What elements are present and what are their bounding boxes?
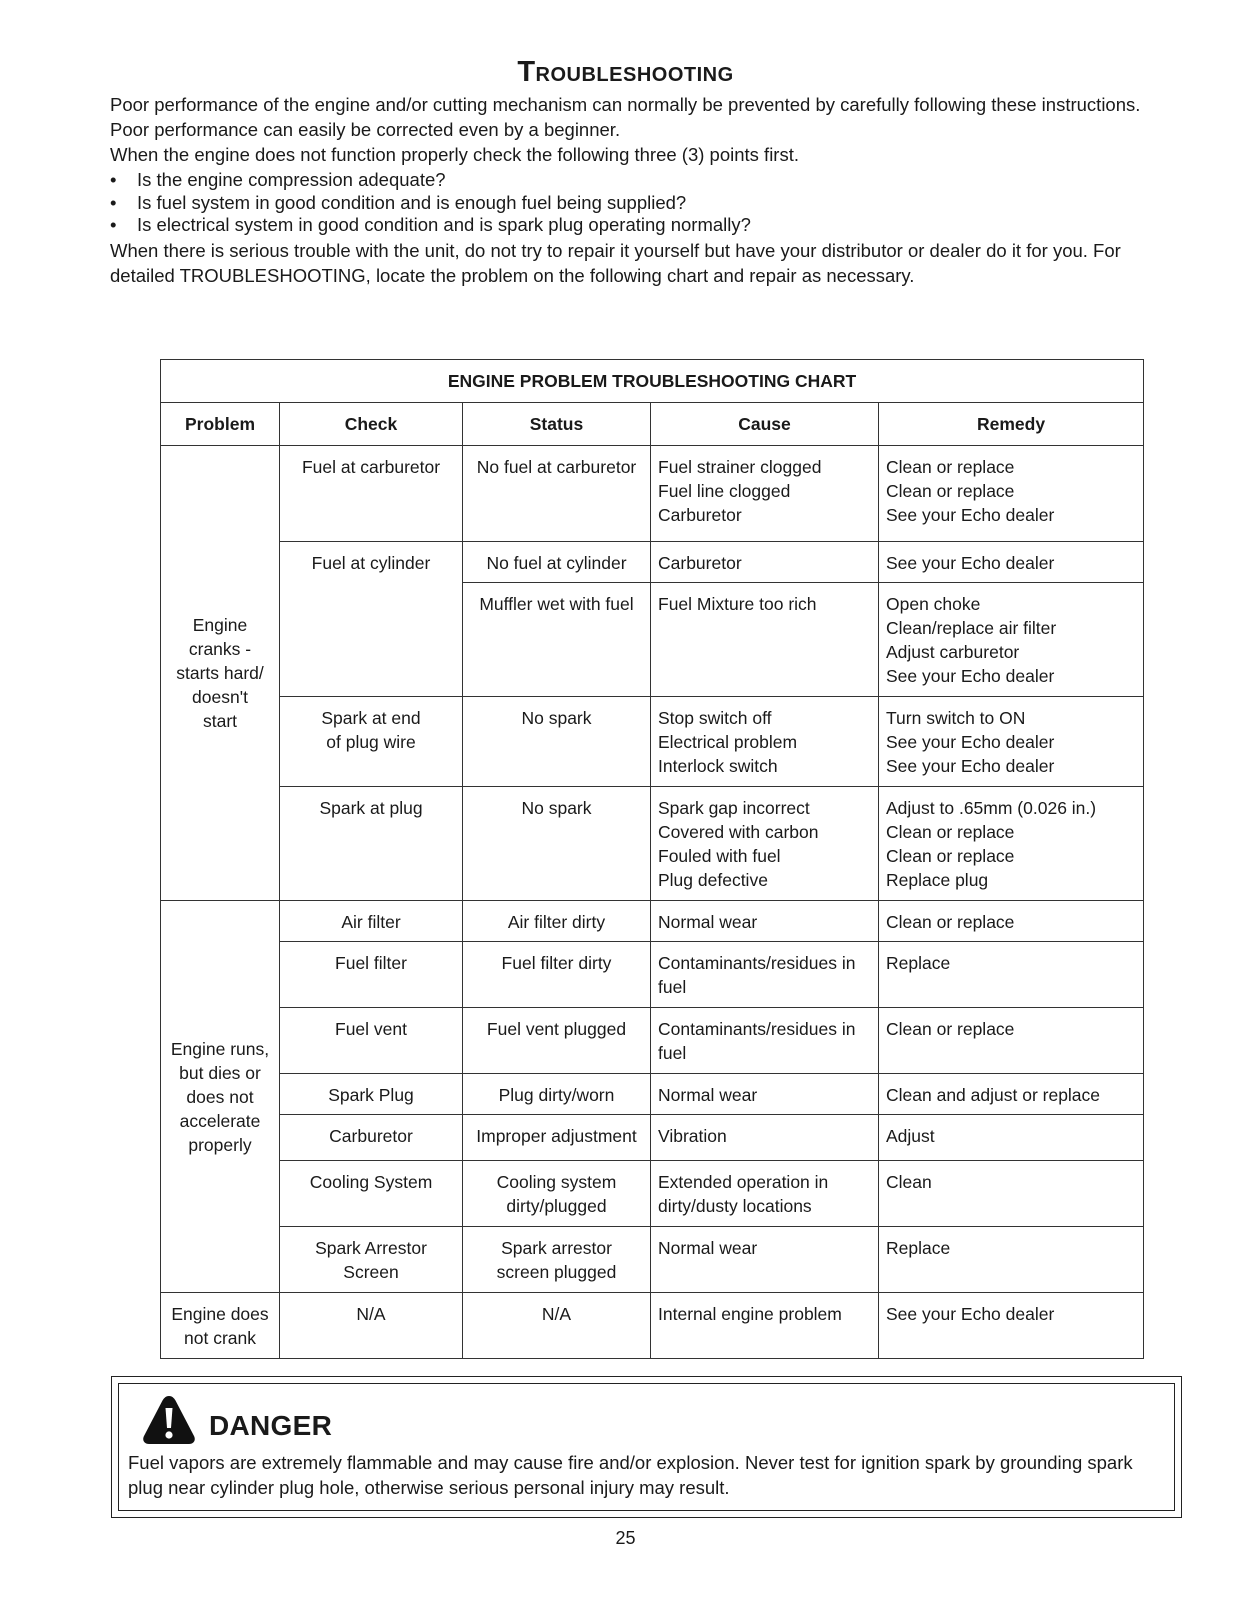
cell-status (463, 1008, 651, 1074)
cell-remedy (879, 583, 1144, 697)
column-header-status: Status (463, 403, 651, 446)
column-header-check: Check (280, 403, 463, 446)
cell-line: dirty/dusty locations (658, 1196, 812, 1216)
cell-line: Clean or replace (886, 457, 1015, 477)
cell-line: Adjust carburetor (886, 642, 1020, 662)
table-row (161, 787, 1144, 901)
column-header-cause: Cause (651, 403, 879, 446)
cell-status (463, 787, 651, 901)
cell-line: Clean or replace (886, 912, 1015, 932)
cell-line: Clean (886, 1172, 932, 1192)
table-row (161, 542, 1144, 583)
cell-remedy (879, 1008, 1144, 1074)
cell-status (463, 1227, 651, 1293)
table-row (161, 1115, 1144, 1161)
warning-triangle-icon (141, 1394, 197, 1446)
cell-line: N/A (541, 1304, 572, 1324)
cell-line: start (202, 711, 238, 731)
table-row (161, 697, 1144, 787)
intro-section (110, 92, 1150, 288)
cell-line: Spark Arrestor (315, 1238, 427, 1258)
cell-problem (161, 1293, 280, 1359)
cell-line: Covered with carbon (658, 822, 819, 842)
cell-line: screen plugged (496, 1262, 617, 1282)
cell-line: accelerate (179, 1110, 261, 1131)
cell-check (280, 1293, 463, 1359)
cell-check (280, 1115, 463, 1161)
cell-line: See your Echo dealer (886, 1304, 1055, 1324)
check-point-item: • Is fuel system in good condition and is enough fuel being supplied? (110, 192, 1150, 215)
cell-line: Cooling system (496, 1172, 617, 1192)
cell-line: Replace (886, 953, 951, 973)
column-header-remedy: Remedy (879, 403, 1144, 446)
cell-check (280, 1227, 463, 1293)
cell-status (463, 1161, 651, 1227)
cell-cause (651, 1227, 879, 1293)
cell-remedy (879, 697, 1144, 787)
cell-check (280, 697, 463, 787)
cell-check (280, 787, 463, 901)
cell-line: Clean or replace (886, 1019, 1015, 1039)
cell-line: Replace (886, 1238, 951, 1258)
cell-line: Adjust (886, 1126, 935, 1146)
cell-line: Open choke (886, 594, 981, 614)
cell-remedy (879, 901, 1144, 942)
cell-line: Clean or replace (886, 822, 1015, 842)
cell-status (463, 1115, 651, 1161)
cell-remedy (879, 1115, 1144, 1161)
cell-status (463, 942, 651, 1008)
cell-line: of plug wire (326, 732, 416, 752)
cell-check (280, 1074, 463, 1115)
cell-line: Carburetor (658, 505, 742, 525)
cell-line: Clean and adjust or replace (886, 1085, 1101, 1105)
cell-cause (651, 901, 879, 942)
cell-line: does not (186, 1086, 254, 1107)
cell-line: No fuel at carburetor (476, 457, 637, 477)
cell-line: No spark (521, 708, 592, 728)
cell-line: Fuel vent plugged (486, 1019, 627, 1039)
cell-line: Contaminants/residues in (658, 953, 856, 973)
cell-status (463, 1074, 651, 1115)
table-row (161, 901, 1144, 942)
cell-line: but dies or (179, 1062, 261, 1083)
cell-line: N/A (356, 1304, 386, 1324)
cell-line: Clean or replace (886, 481, 1015, 501)
cell-line: See your Echo dealer (886, 732, 1055, 752)
cell-cause (651, 787, 879, 901)
cell-check (280, 901, 463, 942)
table-row (161, 1227, 1144, 1293)
cell-remedy (879, 942, 1144, 1008)
cell-line: Spark gap incorrect (658, 798, 810, 818)
cell-line: See your Echo dealer (886, 666, 1055, 686)
cell-line: Clean/replace air filter (886, 618, 1057, 638)
table-row (161, 1074, 1144, 1115)
intro-paragraph: When there is serious trouble with the unit, do not try to repair it yourself but have your distributor or dealer do it for you. For detailed TROUBLESHOOTING, locate the problem on the following chart and repair as necessary. (110, 239, 1121, 286)
cell-line: Fouled with fuel (658, 846, 781, 866)
cell-line: not crank (184, 1327, 256, 1348)
page-title: Troubleshooting (517, 56, 734, 88)
cell-check (280, 1008, 463, 1074)
page-number: 25 (615, 1528, 636, 1548)
danger-heading: DANGER (209, 1410, 333, 1441)
cell-cause (651, 542, 879, 583)
cell-line: Electrical problem (658, 732, 798, 752)
cell-line: Air filter dirty (507, 912, 606, 932)
cell-line: Air filter (341, 912, 401, 932)
cell-cause (651, 446, 879, 542)
chart-caption: ENGINE PROBLEM TROUBLESHOOTING CHART (161, 360, 1144, 403)
cell-status (463, 583, 651, 697)
danger-box-inner (118, 1383, 1175, 1511)
cell-line: Fuel at cylinder (311, 553, 431, 573)
cell-line: Screen (343, 1262, 399, 1282)
cell-line: doesn't (192, 687, 248, 707)
column-header-problem: Problem (161, 403, 280, 446)
table-row (161, 942, 1144, 1008)
cell-line: Plug dirty/worn (498, 1085, 615, 1105)
cell-line: Engine does (171, 1303, 269, 1324)
cell-line: Extended operation in (658, 1172, 829, 1192)
cell-line: Internal engine problem (658, 1304, 842, 1324)
cell-line: Spark arrestor (501, 1238, 612, 1258)
cell-remedy (879, 787, 1144, 901)
cell-cause (651, 1293, 879, 1359)
cell-line: Fuel Mixture too rich (658, 594, 817, 614)
cell-line: Carburetor (329, 1126, 413, 1146)
cell-cause (651, 1074, 879, 1115)
intro-paragraph: When the engine does not function properly check the following three (3) points first. (110, 144, 799, 165)
cell-line: No spark (521, 798, 592, 818)
check-point-item: • Is the engine compression adequate? (110, 169, 1150, 192)
chart-body (161, 446, 1144, 1359)
cell-line: fuel (658, 977, 687, 997)
cell-line: starts hard/ (176, 663, 264, 683)
cell-line: Interlock switch (658, 756, 778, 776)
cell-remedy (879, 1161, 1144, 1227)
cell-line: Spark Plug (328, 1085, 414, 1105)
cell-cause (651, 942, 879, 1008)
check-points-list (110, 169, 1150, 237)
cell-line: Fuel filter dirty (501, 953, 612, 973)
cell-remedy (879, 1293, 1144, 1359)
cell-cause (651, 583, 879, 697)
cell-remedy (879, 1227, 1144, 1293)
cell-line: See your Echo dealer (886, 553, 1055, 573)
cell-line: Stop switch off (658, 708, 772, 728)
cell-check (280, 446, 463, 542)
cell-cause (651, 1115, 879, 1161)
cell-line: Normal wear (658, 1085, 758, 1105)
cell-line: Normal wear (658, 1238, 758, 1258)
table-row (161, 446, 1144, 542)
cell-line: See your Echo dealer (886, 505, 1055, 525)
danger-box (111, 1376, 1182, 1518)
troubleshooting-chart (160, 359, 1144, 1359)
cell-line: No fuel at cylinder (486, 553, 627, 573)
cell-remedy (879, 446, 1144, 542)
cell-line: Muffler wet with fuel (479, 594, 634, 614)
cell-line: Improper adjustment (476, 1126, 637, 1146)
cell-problem (161, 901, 280, 1293)
intro-paragraph: Poor performance of the engine and/or cutting mechanism can normally be prevented by carefully following these instructions. (110, 94, 1141, 115)
cell-line: fuel (658, 1043, 687, 1063)
cell-cause (651, 1161, 879, 1227)
cell-remedy (879, 1074, 1144, 1115)
cell-line: Contaminants/residues in (658, 1019, 856, 1039)
cell-status (463, 446, 651, 542)
cell-line: Fuel line clogged (658, 481, 791, 501)
cell-check (280, 1161, 463, 1227)
cell-line: Turn switch to ON (886, 708, 1026, 728)
cell-status (463, 901, 651, 942)
table-row (161, 1161, 1144, 1227)
cell-line: Spark at plug (319, 798, 423, 818)
cell-status (463, 1293, 651, 1359)
cell-line: Clean or replace (886, 846, 1015, 866)
cell-line: Engine runs, (170, 1038, 270, 1059)
cell-remedy (879, 542, 1144, 583)
cell-line: Adjust to .65mm (0.026 in.) (886, 798, 1097, 818)
cell-line: properly (188, 1134, 252, 1155)
cell-line: Fuel filter (335, 953, 407, 973)
danger-message: Fuel vapors are extremely flammable and may cause fire and/or explosion. Never test for ignition spark by grounding spark plug near cylinder plug hole, otherwise serious personal injury may result. (128, 1452, 1133, 1498)
cell-line: Carburetor (658, 553, 742, 573)
cell-line: cranks - (188, 639, 252, 659)
cell-line: Fuel strainer clogged (658, 457, 822, 477)
cell-line: Cooling System (309, 1172, 433, 1192)
cell-status (463, 697, 651, 787)
cell-line: Spark at end (321, 708, 421, 728)
intro-paragraph: Poor performance can easily be corrected even by a beginner. (110, 119, 621, 140)
cell-line: Fuel vent (335, 1019, 407, 1039)
cell-cause (651, 697, 879, 787)
cell-line: dirty/plugged (506, 1196, 607, 1216)
cell-line: Fuel at carburetor (301, 457, 441, 477)
cell-check (280, 542, 463, 697)
cell-line: Plug defective (658, 870, 768, 890)
table-row (161, 1008, 1144, 1074)
cell-check (280, 942, 463, 1008)
cell-status (463, 542, 651, 583)
check-point-item: • Is electrical system in good condition and is spark plug operating normally? (110, 214, 1150, 237)
cell-problem (161, 446, 280, 901)
cell-line: Vibration (658, 1126, 727, 1146)
cell-line: Engine (192, 615, 248, 635)
cell-line: Replace plug (886, 870, 989, 890)
cell-cause (651, 1008, 879, 1074)
table-row (161, 1293, 1144, 1359)
cell-line: Normal wear (658, 912, 758, 932)
cell-line: See your Echo dealer (886, 756, 1055, 776)
